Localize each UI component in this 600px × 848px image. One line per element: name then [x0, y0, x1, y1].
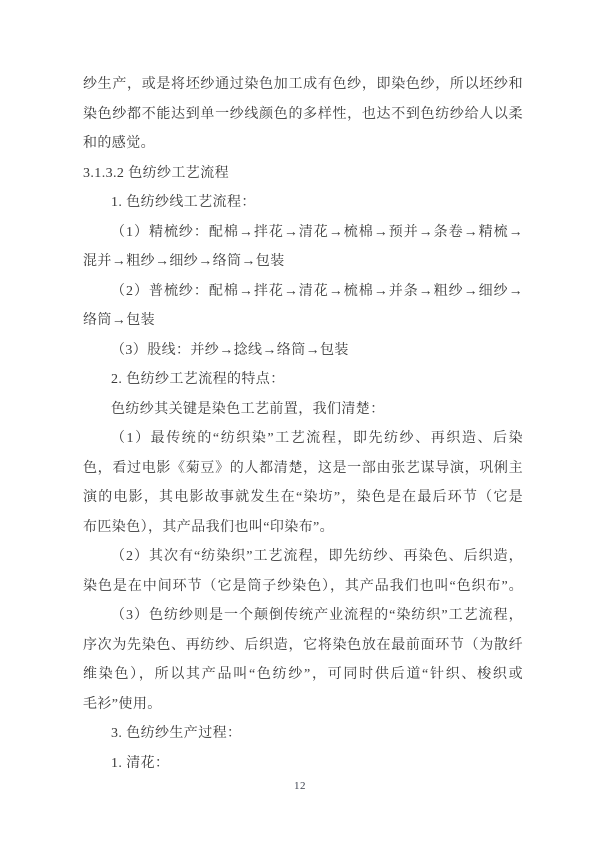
text-line: 混并→粗纱→细纱→络筒→包装	[83, 254, 285, 269]
text-line: 毛衫”使用。	[83, 696, 162, 712]
text-line: 和的感觉。	[83, 136, 155, 151]
text-line: （1）精梳纱：配棉→拌花→清花→梳棉→预并→条卷→精梳→	[111, 224, 523, 240]
text-line: 染色纱都不能达到单一纱线颜色的多样性，也达不到色纺纱给人以柔	[83, 106, 523, 122]
text-line: 演的电影，其电影故事就发生在“染坊”，染色是在最后环节（它是	[83, 490, 523, 505]
text-line: 染色是在中间环节（它是筒子纱染色），其产品我们也叫“色织布”。	[83, 578, 523, 594]
text-line: 3. 色纺纱生产过程：	[111, 726, 242, 741]
text-line: 色，看过电影《菊豆》的人都清楚，这是一部由张艺谋导演，巩俐主	[83, 460, 523, 476]
text-line: （2）普梳纱：配棉→拌花→清花→梳棉→并条→粗纱→细纱→	[111, 283, 523, 299]
text-line: 纱生产，或是将坯纱通过染色加工成有色纱，即染色纱，所以坯纱和	[83, 77, 523, 92]
page-number: 12	[294, 780, 306, 792]
text-line: （1）最传统的“纺织染”工艺流程，即先纺纱、再织造、后染	[111, 431, 523, 446]
text-line: （2）其次有“纺染织”工艺流程，即先纺纱、再染色、后织造，	[111, 549, 523, 564]
text-line: 络筒→包装	[83, 313, 155, 328]
text-line: 序次为先染色、再纺纱、后织造，它将染色放在最前面环节（为散纤	[83, 637, 523, 653]
text-line: （3）色纺纱则是一个颠倒传统产业流程的“染纺织”工艺流程，	[111, 608, 523, 623]
text-line: 1. 色纺纱线工艺流程：	[111, 195, 256, 210]
text-line: 维染色），所以其产品叫“色纺纱”，可同时供后道“针织、梭织或	[83, 667, 523, 682]
text-line: 色纺纱其关键是染色工艺前置，我们清楚：	[111, 401, 385, 417]
text-block	[83, 70, 523, 778]
text-line: 2. 色纺纱工艺流程的特点：	[111, 372, 285, 387]
text-line: 布匹染色），其产品我们也叫“印染布”。	[83, 519, 335, 535]
text-line: 1. 清花：	[111, 755, 170, 771]
text-line: 3.1.3.2 色纺纱工艺流程	[83, 165, 229, 181]
text-line: （3）股线：并纱→捻线→络筒→包装	[111, 342, 349, 358]
